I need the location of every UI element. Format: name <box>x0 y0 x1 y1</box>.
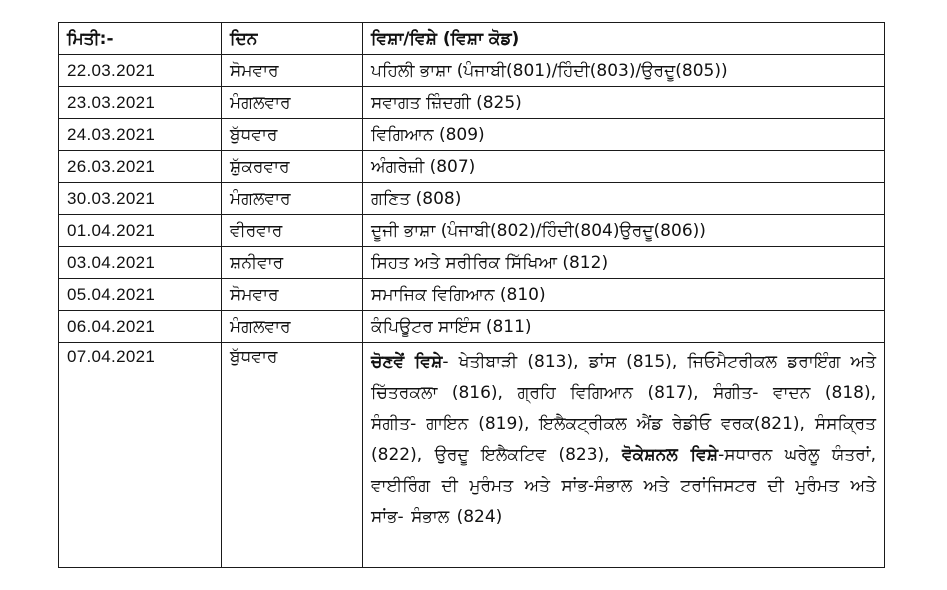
row-date: 07.04.2021 <box>59 343 222 568</box>
row-day: ਮੰਗਲਵਾਰ <box>222 183 363 215</box>
vocational-list: -ਸਧਾਰਨ ਘਰੇਲੂ ਯੰਤਰਾਂ, ਵਾਈਰਿੰਗ ਦੀ ਮੁਰੰਮਤ ਅਤੇ ਸਾਂਭ-ਸੰਭਾਲ ਅਤੇ ਟਰਾਂਜਿਸਟਰ ਦੀ ਮੁਰੰਮਤ ਅਤੇ ਸਾਂਭ- ਸੰਭਾਲ (824) <box>371 445 877 527</box>
row-date: 30.03.2021 <box>59 183 222 215</box>
table-row <box>59 279 885 311</box>
row-subject-electives <box>363 343 885 568</box>
row-date: 23.03.2021 <box>59 87 222 119</box>
row-date: 26.03.2021 <box>59 151 222 183</box>
row-subject: ਸਵਾਗਤ ਜ਼ਿੰਦਗੀ (825) <box>363 87 885 119</box>
header-subject: ਵਿਸ਼ਾ/ਵਿਸ਼ੇ (ਵਿਸ਼ਾ ਕੋਡ) <box>363 23 885 55</box>
row-subject: ਕੰਪਿਊਟਰ ਸਾਇੰਸ (811) <box>363 311 885 343</box>
table-row <box>59 311 885 343</box>
exam-schedule-table <box>58 22 885 568</box>
row-day: ਸੋਮਵਾਰ <box>222 55 363 87</box>
electives-list: - ਖੇਤੀਬਾੜੀ (813), ਡਾਂਸ (815), ਜਿਓਮੈਟਰੀਕਲ ਡਰਾਇੰਗ ਅਤੇ ਚਿੱਤਰਕਲਾ (816), ਗ੍ਰਹਿ ਵਿਗਿਆਨ (817), ਸੰਗੀਤ- ਵਾਦਨ (818), ਸੰਗੀਤ- ਗਾਇਨ (819), ਇਲੈਕਟ੍ਰੀਕਲ ਐਂਡ ਰੇਡੀਓ ਵਰਕ(821), ਸੰਸਕ੍ਰਿਤ (822), ਉਰਦੂ ਇਲੈਕਟਿਵ (823), <box>371 352 876 465</box>
row-date: 05.04.2021 <box>59 279 222 311</box>
table-row <box>59 119 885 151</box>
row-subject: ਵਿਗਿਆਨ (809) <box>363 119 885 151</box>
row-day: ਵੀਰਵਾਰ <box>222 215 363 247</box>
row-day: ਸ਼ਨੀਵਾਰ <box>222 247 363 279</box>
row-day: ਮੰਗਲਵਾਰ <box>222 311 363 343</box>
row-date: 06.04.2021 <box>59 311 222 343</box>
table-row <box>59 87 885 119</box>
row-day: ਸੋਮਵਾਰ <box>222 279 363 311</box>
table-row <box>59 215 885 247</box>
row-day: ਬੁੱਧਵਾਰ <box>222 119 363 151</box>
row-subject: ਪਹਿਲੀ ਭਾਸ਼ਾ (ਪੰਜਾਬੀ(801)/ਹਿੰਦੀ(803)/ਉਰਦੂ(805)) <box>363 55 885 87</box>
table-row <box>59 151 885 183</box>
table-row <box>59 183 885 215</box>
electives-lead: ਚੋਣਵੇਂ ਵਿਸ਼ੇ <box>371 352 443 372</box>
row-day: ਸ਼ੁੱਕਰਵਾਰ <box>222 151 363 183</box>
header-date: ਮਿਤੀ:- <box>59 23 222 55</box>
vocational-lead: ਵੋਕੇਸ਼ਨਲ ਵਿਸ਼ੇ <box>622 445 719 465</box>
table-header-row <box>59 23 885 55</box>
row-subject: ਦੂਜੀ ਭਾਸ਼ਾ (ਪੰਜਾਬੀ(802)/ਹਿੰਦੀ(804)ਉਰਦੂ(806)) <box>363 215 885 247</box>
row-date: 03.04.2021 <box>59 247 222 279</box>
row-date: 22.03.2021 <box>59 55 222 87</box>
row-day: ਮੰਗਲਵਾਰ <box>222 87 363 119</box>
table-row <box>59 247 885 279</box>
row-subject: ਸਿਹਤ ਅਤੇ ਸਰੀਰਿਕ ਸਿੱਖਿਆ (812) <box>363 247 885 279</box>
row-date: 24.03.2021 <box>59 119 222 151</box>
table-row-electives <box>59 343 885 568</box>
header-day: ਦਿਨ <box>222 23 363 55</box>
row-subject: ਗਣਿਤ (808) <box>363 183 885 215</box>
row-date: 01.04.2021 <box>59 215 222 247</box>
table-row <box>59 55 885 87</box>
row-subject: ਅੰਗਰੇਜ਼ੀ (807) <box>363 151 885 183</box>
row-subject: ਸਮਾਜਿਕ ਵਿਗਿਆਨ (810) <box>363 279 885 311</box>
row-day: ਬੁੱਧਵਾਰ <box>222 343 363 568</box>
